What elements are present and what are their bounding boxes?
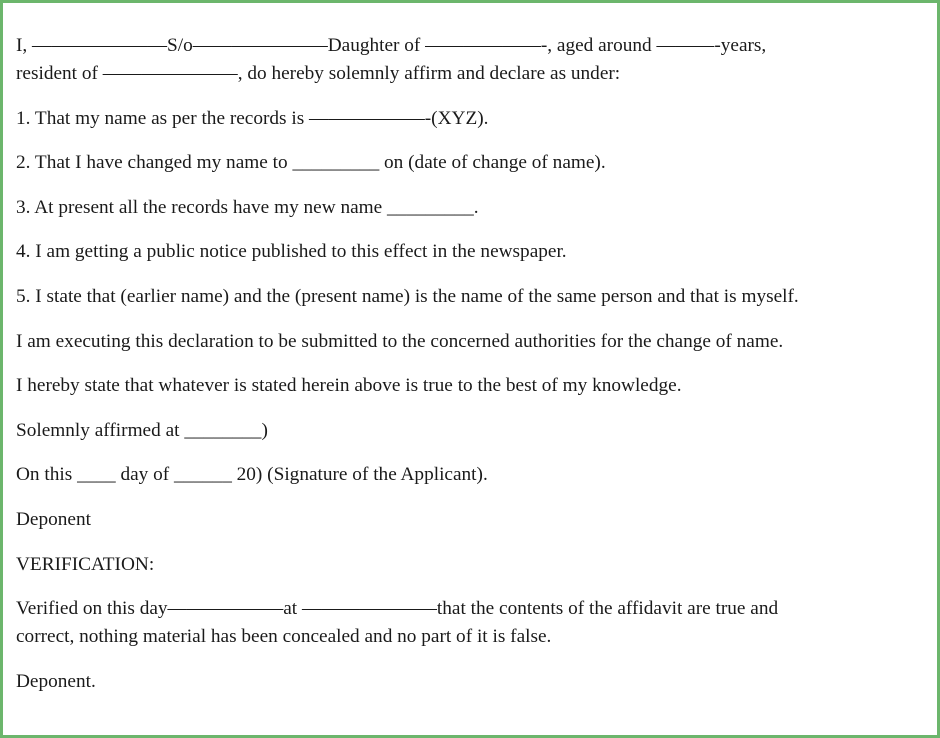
declaration-item-1: 1. That my name as per the records is ——————-(XYZ). [16, 107, 489, 129]
intro-line-2: resident of ———————, do hereby solemnly affirm and declare as under: [16, 63, 621, 84]
intro-line-1: I, ———————S/o———————Daughter of ——————-, aged around ———-years, [16, 35, 767, 56]
affirmed-at-line: Solemnly affirmed at ________) [16, 419, 268, 441]
date-signature-line: On this ____ day of ______ 20) (Signature of the Applicant). [16, 464, 488, 486]
declaration-item-3: 3. At present all the records have my new name _________. [16, 196, 479, 218]
executing-statement: I am executing this declaration to be submitted to the concerned authorities for the change of name. [16, 330, 784, 352]
declaration-item-5: 5. I state that (earlier name) and the (present name) is the name of the same person and that is myself. [16, 285, 799, 307]
verification-paragraph [16, 595, 926, 651]
verification-line-1: Verified on this day——————at ———————that the contents of the affidavit are true and [16, 598, 779, 620]
declaration-item-2: 2. That I have changed my name to _________ on (date of change of name). [16, 152, 606, 174]
affidavit-document [16, 32, 926, 712]
deponent-closing-label: Deponent. [16, 670, 96, 692]
intro-paragraph [16, 32, 926, 88]
verification-heading: VERIFICATION: [16, 553, 155, 575]
declaration-item-4: 4. I am getting a public notice published to this effect in the newspaper. [16, 241, 567, 263]
deponent-label: Deponent [16, 508, 91, 530]
truth-statement: I hereby state that whatever is stated herein above is true to the best of my knowledge. [16, 375, 682, 397]
verification-line-2: correct, nothing material has been concealed and no part of it is false. [16, 626, 552, 648]
